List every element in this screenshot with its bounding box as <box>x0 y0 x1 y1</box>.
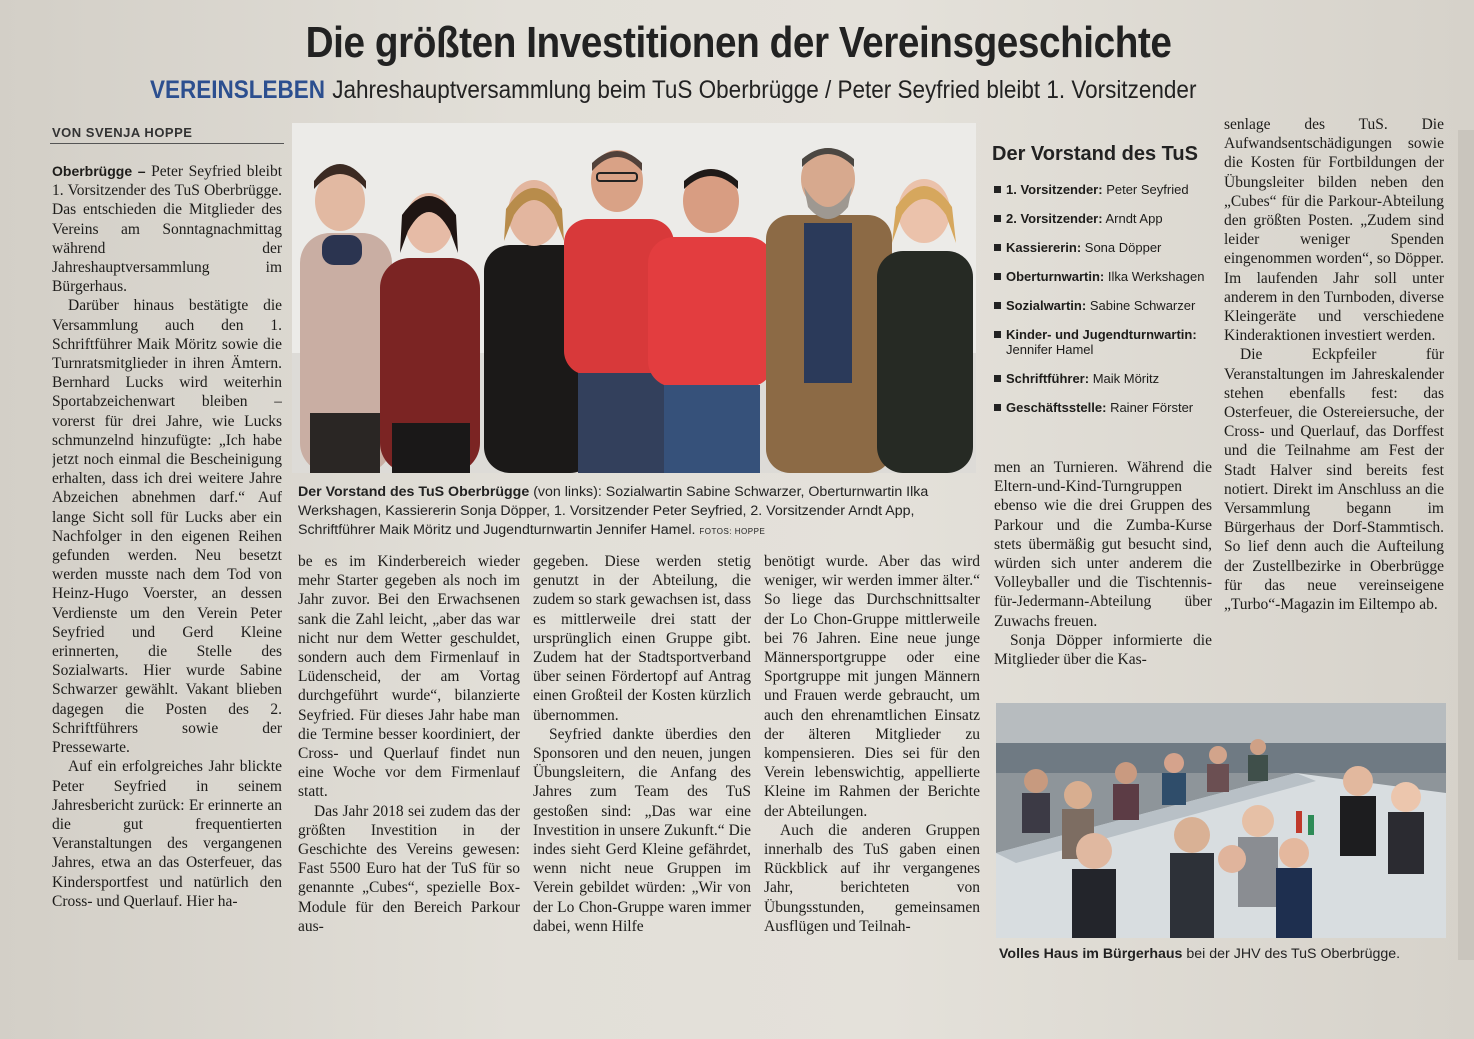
box-title: Der Vorstand des TuS <box>992 143 1198 165</box>
box-row: Oberturnwartin: Ilka Werkshagen <box>994 269 1216 284</box>
article-paragraph: Das Jahr 2018 sei zudem das der größten Investition in der Geschichte des Vereins gewesen: Fast 5500 Euro hat der TuS für so genannte „Cubes“, spezielle Box-Module für den Bereich Parkour aus- <box>298 802 520 935</box>
kicker: VEREINSLEBEN <box>150 76 326 104</box>
box-row: 2. Vorsitzender: Arndt App <box>994 211 1216 226</box>
subheadline <box>150 76 1257 105</box>
article-column-4 <box>764 552 980 982</box>
box-row: Geschäftsstelle: Rainer Förster <box>994 400 1216 415</box>
byline-rule <box>50 143 284 144</box>
article-column-2 <box>298 552 520 982</box>
board-info-box <box>990 128 1216 458</box>
article-paragraph: Auch die anderen Gruppen innerhalb des TuS gaben einen Rückblick auf ihr vergangenes Jahr, berichteten von Übungsstunden, gemeinsamen Ausflügen und Teilnah- <box>764 821 980 935</box>
article-paragraph: Die Eckpfeiler für Veranstaltungen im Jahreskalender stehen ebenfalls fest: das Osterfeuer, die Ostereiersuche, der Cross- und Querlauf, das Dorffest und die Teilnahme am Fest der Stadt Halver sind bereits fest notiert. Direkt im Anschluss an die Versammlung begann im Bürgerhaus der Dorf-Stammtisch. So lief denn auch die Aufteilung der Zustellbezirke in Oberbrügge für das neue vereinseigene „Turbo“-Magazin im Eiltempo ab. <box>1224 346 1444 614</box>
bullet-square-icon <box>994 273 1001 280</box>
article-paragraph: Darüber hinaus bestätigte die Versammlung auch den 1. Schriftführer Maik Möritz sowie die Turnratsmitglieder in ihren Ämtern. Bernhard Lucks wird weiterhin Sportabzeichenwart bleiben – vorerst für drei Jahre, wie Lucks schmunzelnd hinzufügte: „Ich habe jetzt noch einmal die Bescheinigung erhalten, dass ich drei weitere Jahre Abzeichen abnehmen darf.“ Auf lange Sicht soll für Lucks aber ein Nachfolger in den eigenen Reihen gefunden werden. Neu besetzt werden musste nach dem Tod von Heinz-Hugo Voerster, an dessen Verdienste um den Verein Peter Seyfried und Gerd Kleine erinnerten, die Stelle des Sozialwarts. Hier wurde Sabine Schwarzer gewählt. Vakant blieben dagegen die Posten des 2. Schriftführers sowie der Pressewarte. <box>52 297 282 757</box>
article-column-6 <box>1224 115 1444 690</box>
assembly-audience-photo <box>996 703 1446 938</box>
subheadline-text: Jahreshauptversammlung beim TuS Oberbrügge / Peter Seyfried bleibt 1. Vorsitzender <box>332 76 1197 104</box>
caption-text: bei der JHV des TuS Oberbrügge. <box>1186 946 1401 962</box>
board-group-photo <box>292 123 976 473</box>
box-row: Schriftführer: Maik Möritz <box>994 371 1216 386</box>
byline: VON SVENJA HOPPE <box>52 125 193 140</box>
bullet-square-icon <box>994 375 1001 382</box>
caption-lead: Volles Haus im Bürgerhaus <box>999 946 1183 962</box>
article-paragraph: Sonja Döpper informierte die Mitglieder über die Kas- <box>994 631 1212 669</box>
article-paragraph: gegeben. Diese werden stetig genutzt in der Abteilung, die zudem so stark gewachsen ist, dass es mittlerweile drei statt der ursprünglich einen Gruppe gibt. Zudem hat der Stadtsportverband über seinen Fördertopf auf Antrag einen Großteil der Kosten kürzlich übernommen. <box>533 553 751 724</box>
headline: Die größten Investitionen der Vereinsgeschichte <box>305 18 1172 67</box>
photo-caption <box>298 483 982 541</box>
bullet-square-icon <box>994 404 1001 411</box>
photo-credit: FOTOS: HOPPE <box>699 527 766 536</box>
caption-lead: Der Vorstand des TuS Oberbrügge <box>298 484 530 500</box>
article-paragraph: senlage des TuS. Die Aufwandsentschädigungen sowie die Kosten für Fortbildungen der Übungsleiter bilden neben den „Cubes“ für die Parkour-Abteilung den größten Posten. „Zudem sind leider weniger Spenden eingenommen worden“, so Döpper. Im laufenden Jahr soll unter anderem in den Turnboden, diverse Kleingeräte und verschiedene Kinderaktionen investiert werden. <box>1224 116 1444 345</box>
box-row: Kinder- und Jugendturnwartin: Jennifer Hamel <box>994 327 1216 357</box>
article-paragraph: benötigt wurde. Aber das wird weniger, wir werden immer älter.“ So liege das Durchschnittsalter der Lo Chon-Gruppe mittlerweile bei 76 Jahren. Eine neue junge Männersportgruppe oder eine Sportgruppe mit jungen Männern und Frauen werde gebraucht, um auch den ehrenamtlichen Einsatz der älteren Mitglieder zu kompensieren. Dies sei für den Verein lebenswichtig, appellierte Kleine im Rahmen der Berichte der Abteilungen. <box>764 553 980 820</box>
article-paragraph: be es im Kinderbereich wieder mehr Starter gegeben als noch im Jahr zuvor. Bei den Erwachsenen sank die Zahl leicht, „aber das war nicht nur dem Wetter geschuldet, sondern auch dem Firmenlauf in Lüdenscheid, der am Vortag durchgeführt wurde“, bilanzierte Seyfried. Für dieses Jahr habe man die Termine besser koordiniert, der Cross- und Querlauf findet nun eine Woche vor dem Firmenlauf statt. <box>298 553 520 801</box>
article-paragraph: Auf ein erfolgreiches Jahr blickte Peter Seyfried in seinem Jahresbericht zurück: Er erinnerte an die gut frequentierten Veranstaltungen des vergangenen Jahres, etwa an das Osterfeuer, das Kindersportfest und natürlich den Cross- und Querlauf. Hier ha- <box>52 758 282 910</box>
article-column-5 <box>994 458 1212 688</box>
article-text: Peter Seyfried bleibt 1. Vorsitzender des TuS Oberbrügge. Das entschieden die Mitglieder des Vereins am Sonntagnachmittag während der Jahreshauptversammlung im Bürgerhaus. <box>52 163 282 296</box>
article-column-3 <box>533 552 751 982</box>
article-paragraph <box>52 162 282 296</box>
bullet-square-icon <box>994 244 1001 251</box>
page-edge <box>1458 130 1474 960</box>
box-row: Sozialwartin: Sabine Schwarzer <box>994 298 1216 313</box>
caption-text: (von links): Sozialwartin Sabine Schwarzer, Oberturnwartin Ilka Werkshagen, Kassiererin Sonja Döpper, 1. Vorsitzender Peter Seyfried, 2. Vorsitzender Arndt App, Schriftführer Maik Möritz und Jugendturnwartin Jennifer Hamel. <box>298 484 929 538</box>
article-paragraph: Seyfried dankte überdies den Sponsoren und den neuen, jungen Übungsleitern, die Anfang des Jahres zum Team des TuS gestoßen sind: „Das war eine Investition in unsere Zukunft.“ Die indes sieht Gerd Kleine gefährdet, wenn nicht neue Gruppen im Verein gebildet würden: „Wir von der Lo Chon-Gruppe waren immer dabei, wenn Hilfe <box>533 725 751 935</box>
box-row: Kassiererin: Sona Döpper <box>994 240 1216 255</box>
article-column-1 <box>52 162 282 982</box>
bullet-square-icon <box>994 186 1001 193</box>
bullet-square-icon <box>994 215 1001 222</box>
article-paragraph: men an Turnieren. Während die Eltern-und-Kind-Turngruppen ebenso wie die drei Gruppen des Parkour und die Zumba-Kurse stets übermäßig gut besucht sind, würden sich unter anderem die Volleyballer und die Tischtennis-für-Jedermann-Abteilung über Zuwachs freuen. <box>994 459 1212 630</box>
bullet-square-icon <box>994 302 1001 309</box>
box-row: 1. Vorsitzender: Peter Seyfried <box>994 182 1216 197</box>
dateline: Oberbrügge – <box>52 163 146 179</box>
photo-caption <box>999 946 1400 962</box>
bullet-square-icon <box>994 331 1001 338</box>
